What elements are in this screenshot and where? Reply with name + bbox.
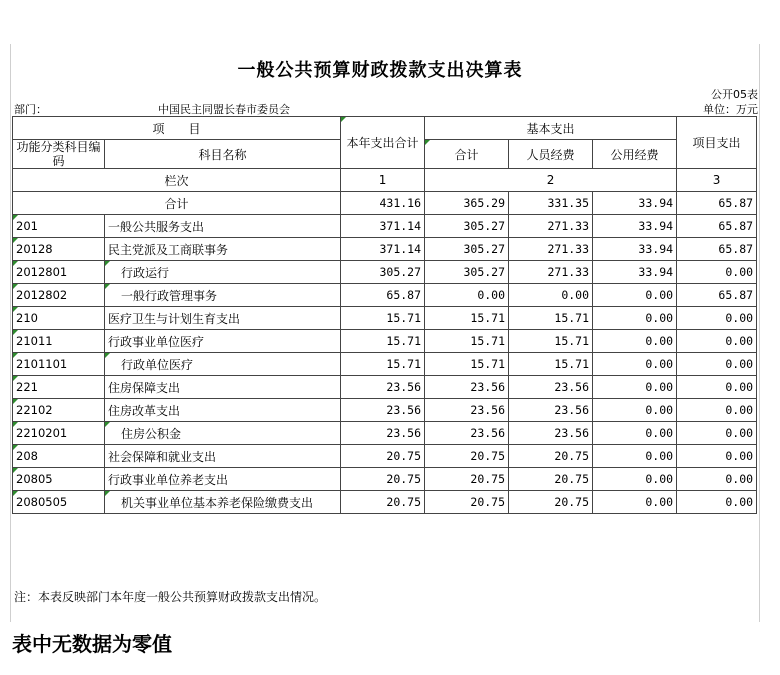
unit-label: 单位：万元	[703, 103, 758, 116]
row-year-total: 65.87	[341, 284, 425, 307]
row-personnel: 20.75	[509, 445, 593, 468]
row-code: 221	[13, 376, 105, 399]
header-personnel: 人员经费	[509, 140, 593, 169]
row-personnel: 15.71	[509, 353, 593, 376]
row-subject-name: 医疗卫生与计划生育支出	[105, 307, 341, 330]
row-code: 210	[13, 307, 105, 330]
row-year-total: 20.75	[341, 491, 425, 514]
row-personnel: 271.33	[509, 238, 593, 261]
row-public: 0.00	[593, 376, 677, 399]
row-basic-total: 23.56	[425, 376, 509, 399]
header-year-total: 本年支出合计	[341, 117, 425, 169]
row-personnel: 271.33	[509, 215, 593, 238]
row-public: 33.94	[593, 261, 677, 284]
row-year-total: 23.56	[341, 376, 425, 399]
row-subject-name: 行政单位医疗	[105, 353, 341, 376]
row-basic-total: 23.56	[425, 422, 509, 445]
row-public: 0.00	[593, 353, 677, 376]
col-index-label: 栏次	[13, 169, 341, 192]
table-row	[13, 422, 757, 445]
table-row	[13, 491, 757, 514]
row-personnel: 15.71	[509, 307, 593, 330]
total-year: 431.16	[341, 192, 425, 215]
row-project: 0.00	[677, 376, 757, 399]
row-year-total: 305.27	[341, 261, 425, 284]
expenditure-table	[12, 116, 757, 514]
row-basic-total: 20.75	[425, 445, 509, 468]
total-basic: 365.29	[425, 192, 509, 215]
row-subject-name: 行政运行	[105, 261, 341, 284]
header-subject-name: 科目名称	[105, 140, 341, 169]
row-project: 65.87	[677, 215, 757, 238]
row-personnel: 23.56	[509, 422, 593, 445]
row-code: 208	[13, 445, 105, 468]
row-code: 2080505	[13, 491, 105, 514]
row-code: 2210201	[13, 422, 105, 445]
row-year-total: 23.56	[341, 422, 425, 445]
row-project: 0.00	[677, 399, 757, 422]
row-basic-total: 20.75	[425, 491, 509, 514]
row-project: 0.00	[677, 261, 757, 284]
row-basic-total: 15.71	[425, 330, 509, 353]
row-personnel: 20.75	[509, 491, 593, 514]
row-project: 65.87	[677, 284, 757, 307]
row-project: 0.00	[677, 445, 757, 468]
header-sub-total: 合计	[425, 140, 509, 169]
row-year-total: 20.75	[341, 468, 425, 491]
col-index-3: 3	[677, 169, 757, 192]
row-subject-name: 一般行政管理事务	[105, 284, 341, 307]
row-public: 0.00	[593, 491, 677, 514]
report-title: 一般公共预算财政拨款支出决算表	[237, 60, 523, 81]
row-project: 0.00	[677, 307, 757, 330]
total-public: 33.94	[593, 192, 677, 215]
row-code: 20128	[13, 238, 105, 261]
row-public: 0.00	[593, 445, 677, 468]
row-code: 2101101	[13, 353, 105, 376]
total-row	[13, 192, 757, 215]
header-item: 项 目	[13, 117, 341, 140]
total-label: 合计	[13, 192, 341, 215]
total-personnel: 331.35	[509, 192, 593, 215]
row-public: 0.00	[593, 468, 677, 491]
table-row	[13, 399, 757, 422]
row-personnel: 23.56	[509, 376, 593, 399]
row-public: 33.94	[593, 215, 677, 238]
row-code: 21011	[13, 330, 105, 353]
table-note: 注：本表反映部门本年度一般公共预算财政拨款支出情况。	[14, 590, 327, 604]
row-code: 22102	[13, 399, 105, 422]
row-basic-total: 23.56	[425, 399, 509, 422]
table-row	[13, 376, 757, 399]
row-public: 0.00	[593, 307, 677, 330]
row-project: 0.00	[677, 491, 757, 514]
table-row	[13, 468, 757, 491]
row-project: 0.00	[677, 330, 757, 353]
row-subject-name: 社会保障和就业支出	[105, 445, 341, 468]
row-project: 0.00	[677, 353, 757, 376]
header-project: 项目支出	[677, 117, 757, 169]
header-basic: 基本支出	[425, 117, 677, 140]
row-subject-name: 住房公积金	[105, 422, 341, 445]
row-subject-name: 民主党派及工商联事务	[105, 238, 341, 261]
row-subject-name: 行政事业单位医疗	[105, 330, 341, 353]
row-basic-total: 15.71	[425, 307, 509, 330]
row-year-total: 20.75	[341, 445, 425, 468]
row-public: 0.00	[593, 284, 677, 307]
row-public: 0.00	[593, 399, 677, 422]
row-public: 0.00	[593, 330, 677, 353]
table-row	[13, 238, 757, 261]
row-personnel: 15.71	[509, 330, 593, 353]
row-year-total: 371.14	[341, 215, 425, 238]
form-number: 公开05表	[711, 88, 758, 101]
row-year-total: 23.56	[341, 399, 425, 422]
table-row	[13, 215, 757, 238]
row-subject-name: 行政事业单位养老支出	[105, 468, 341, 491]
row-project: 0.00	[677, 422, 757, 445]
row-personnel: 23.56	[509, 399, 593, 422]
row-basic-total: 0.00	[425, 284, 509, 307]
row-subject-name: 住房保障支出	[105, 376, 341, 399]
col-index-1: 1	[341, 169, 425, 192]
row-code: 2012801	[13, 261, 105, 284]
row-public: 0.00	[593, 422, 677, 445]
table-row	[13, 261, 757, 284]
table-row	[13, 445, 757, 468]
row-basic-total: 305.27	[425, 261, 509, 284]
table-row	[13, 307, 757, 330]
row-basic-total: 15.71	[425, 353, 509, 376]
row-subject-name: 一般公共服务支出	[105, 215, 341, 238]
footer-caption: 表中无数据为零值	[12, 632, 172, 656]
row-basic-total: 20.75	[425, 468, 509, 491]
row-year-total: 15.71	[341, 353, 425, 376]
row-year-total: 371.14	[341, 238, 425, 261]
row-year-total: 15.71	[341, 330, 425, 353]
row-year-total: 15.71	[341, 307, 425, 330]
row-code: 20805	[13, 468, 105, 491]
table-row	[13, 330, 757, 353]
row-subject-name: 机关事业单位基本养老保险缴费支出	[105, 491, 341, 514]
table-row	[13, 353, 757, 376]
row-project: 65.87	[677, 238, 757, 261]
row-code: 201	[13, 215, 105, 238]
row-basic-total: 305.27	[425, 215, 509, 238]
row-project: 0.00	[677, 468, 757, 491]
row-basic-total: 305.27	[425, 238, 509, 261]
row-subject-name: 住房改革支出	[105, 399, 341, 422]
col-index-2: 2	[425, 169, 677, 192]
row-code: 2012802	[13, 284, 105, 307]
header-public: 公用经费	[593, 140, 677, 169]
row-personnel: 271.33	[509, 261, 593, 284]
header-func-code: 功能分类科目编码	[13, 140, 105, 169]
row-personnel: 0.00	[509, 284, 593, 307]
total-project: 65.87	[677, 192, 757, 215]
row-public: 33.94	[593, 238, 677, 261]
table-row	[13, 284, 757, 307]
row-personnel: 20.75	[509, 468, 593, 491]
department-label: 部门：	[14, 103, 47, 116]
department-name: 中国民主同盟长春市委员会	[158, 103, 290, 116]
